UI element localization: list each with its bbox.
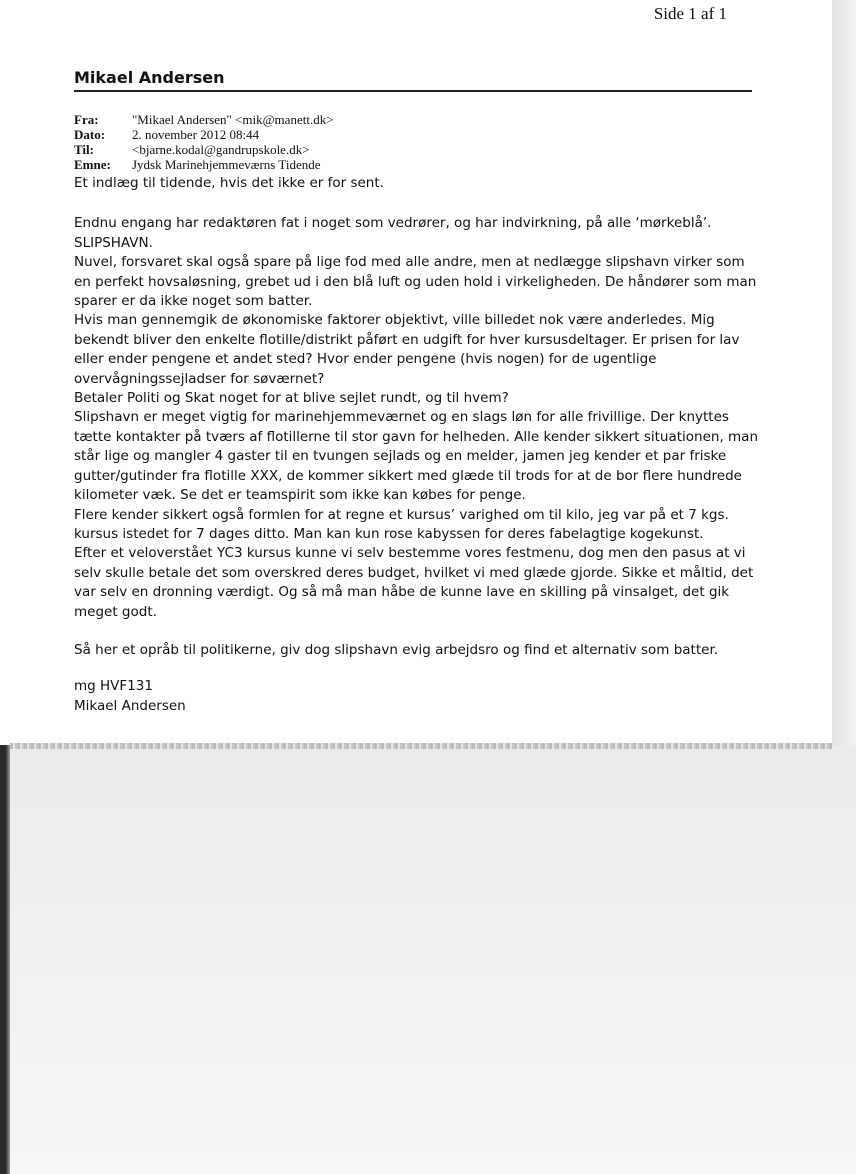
email-header: [74, 112, 334, 172]
body-paragraph: Slipshavn er meget vigtig for marinehjemmeværnet og en slags løn for alle frivillige. Der knyttes tætte kontakter på tværs af flotillerne til stor gavn for helheden. Alle kender sikkert situationen, man står lige og mangler 4 gaster til en tvungen sejlads og en melder, jamen jeg kender et par friske gutter/gutinder fra flotille XXX, de kommer sikkert med glæde til trods for at de bor flere hundrede kilometer væk. Se det er teamspirit som ikke kan købes for penge.: [74, 409, 759, 504]
scan-right-margin: [832, 0, 856, 745]
from-label: Fra:: [74, 112, 99, 127]
date-row: [74, 127, 334, 142]
to-value: <bjarne.kodal@gandrupskole.dk>: [132, 142, 310, 157]
paragraph-spacer: [74, 660, 764, 677]
page-edge: [10, 743, 832, 749]
scan-shadow: [0, 745, 10, 1174]
to-row: [74, 142, 334, 157]
from-value: "Mikael Andersen" <mik@manett.dk>: [132, 112, 334, 127]
signature-line: mg HVF131: [74, 678, 153, 695]
intro-paragraph: Et indlæg til tidende, hvis det ikke er for sent.: [74, 175, 384, 191]
date-label: Dato:: [74, 127, 106, 142]
body-paragraph: Efter et veloverstået YC3 kursus kunne vi selv bestemme vores festmenu, dog men den pasus at vi selv skulle betale det som overskred deres budget, hvilket vi med glæde gjorde. Sikke et måltid, det var selv en dronning værdigt. Og så må man håbe de kunne lave en skilling på vinsalget, det gik meget godt.: [74, 545, 754, 620]
closing-paragraph: Så her et opråb til politikerne, giv dog slipshavn evig arbejdsro og find et alternativ som batter.: [74, 641, 719, 658]
email-body: [74, 174, 764, 716]
heading-divider: [74, 90, 752, 92]
date-value: 2. november 2012 08:44: [132, 127, 260, 142]
paragraph-spacer: [74, 193, 764, 214]
body-paragraph: Endnu engang har redaktøren fat i noget som vedrører, og har indvirkning, på alle ‘mørkeblå’.: [74, 215, 712, 232]
subject-label: Emne:: [74, 157, 111, 172]
body-paragraph: SLIPSHAVN.: [74, 234, 153, 251]
scanner-background: [0, 745, 856, 1174]
body-paragraph: Hvis man gennemgik de økonomiske faktorer objektivt, ville billedet nok være anderledes. Mig bekendt bliver den enkelte flotille/distrikt påført en udgift for hver kursusdeltager. Er prisen for lav eller ender pengene et andet sted? Hvor ender pengene (hvis nogen) for de ugentlige overvågningssejladser for søværnet?: [74, 312, 740, 387]
body-paragraph: Flere kender sikkert også formlen for at regne et kursus’ varighed om til kilo, jeg var på et 7 kgs. kursus istedet for 7 dages ditto. Man kan kun rose kabyssen for deres fabelagtige kogekunst.: [74, 506, 729, 542]
paragraph-spacer: [74, 622, 764, 641]
subject-row: [74, 157, 334, 172]
sender-heading: Mikael Andersen: [74, 68, 225, 87]
to-label: Til:: [74, 142, 94, 157]
signature-name: Mikael Andersen: [74, 697, 186, 714]
page-number: Side 1 af 1: [653, 4, 727, 23]
from-row: [74, 112, 334, 127]
subject-value: Jydsk Marinehjemmeværns Tidende: [132, 157, 321, 172]
body-paragraph: Betaler Politi og Skat noget for at blive sejlet rundt, og til hvem?: [74, 390, 509, 407]
body-paragraph: Nuvel, forsvaret skal også spare på lige fod med alle andre, men at nedlægge slipshavn virker som en perfekt hovsaløsning, grebet ud i den blå luft og uden hold i virkeligheden. De håndører som man sparer er da ikke noget som batter.: [74, 254, 757, 310]
